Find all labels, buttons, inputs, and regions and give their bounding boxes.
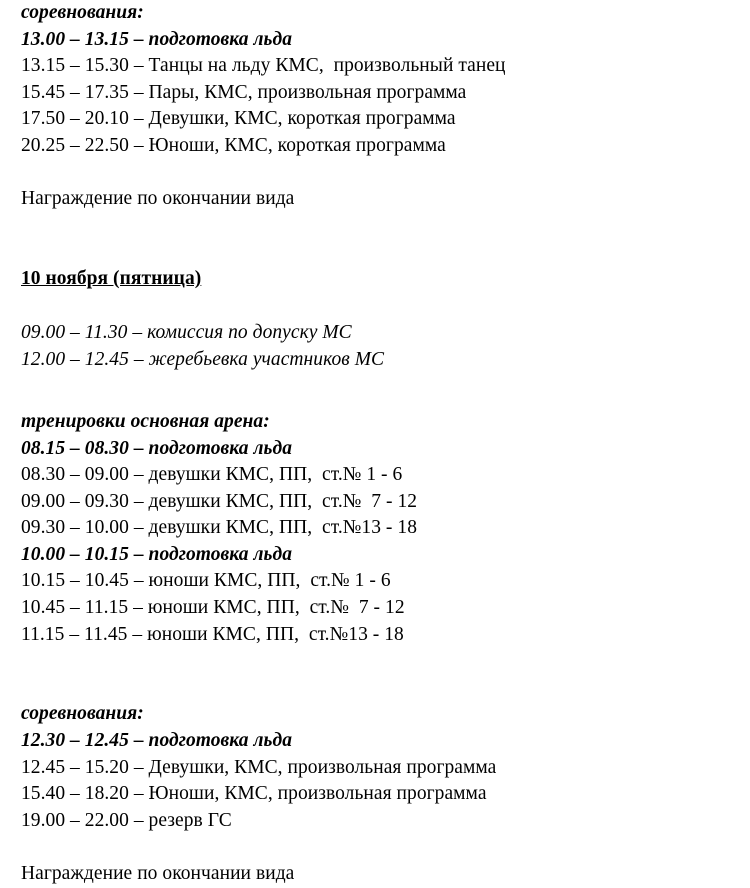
schedule-entry: 09.00 – 09.30 – девушки КМС, ПП, ст.№ 7 - 12 bbox=[21, 490, 418, 512]
schedule-entry: 12.00 – 12.45 – жеребьевка участников МС bbox=[21, 348, 385, 370]
schedule-entry: 20.25 – 22.50 – Юноши, КМС, короткая программа bbox=[21, 134, 446, 156]
schedule-entry: 17.50 – 20.10 – Девушки, КМС, короткая программа bbox=[21, 108, 456, 130]
blank-line bbox=[21, 400, 750, 409]
schedule-entry: 15.40 – 18.20 – Юноши, КМС, произвольная программа bbox=[21, 783, 487, 805]
section-gap bbox=[21, 648, 750, 701]
day-heading: 10 ноября (пятница) bbox=[21, 267, 202, 289]
day-heading-row bbox=[21, 266, 750, 294]
section-friday-competitions bbox=[21, 701, 750, 887]
competitions-label: соревнования: bbox=[21, 703, 144, 725]
schedule-entry: 09.00 – 11.30 – комиссия по допуску МС bbox=[21, 322, 352, 344]
blank-line bbox=[21, 160, 750, 187]
schedule-entry: 10.00 – 10.15 – подготовка льда bbox=[21, 543, 292, 565]
blank-line bbox=[21, 834, 750, 861]
award-note: Награждение по окончании вида bbox=[21, 188, 295, 210]
schedule-entry: 10.45 – 11.15 – юноши КМС, ПП, ст.№ 7 - 12 bbox=[21, 597, 405, 619]
schedule-entry: 13.00 – 13.15 – подготовка льда bbox=[21, 28, 292, 50]
training-label: тренировки основная арена: bbox=[21, 410, 270, 432]
schedule-entry: 13.15 – 15.30 – Танцы на льду КМС, произвольный танец bbox=[21, 55, 506, 77]
section-friday-training bbox=[21, 409, 750, 648]
schedule-entry: 12.30 – 12.45 – подготовка льда bbox=[21, 730, 292, 752]
section-friday-admin bbox=[21, 320, 750, 373]
schedule-entry: 08.30 – 09.00 – девушки КМС, ПП, ст.№ 1 - 6 bbox=[21, 464, 403, 486]
schedule-entry: 09.30 – 10.00 – девушки КМС, ПП, ст.№13 - 18 bbox=[21, 517, 417, 539]
schedule-entry: 19.00 – 22.00 – резерв ГС bbox=[21, 809, 232, 831]
award-note: Награждение по окончании вида bbox=[21, 863, 295, 884]
blank-line bbox=[21, 373, 750, 400]
schedule-entry: 11.15 – 11.45 – юноши КМС, ПП, ст.№13 - 18 bbox=[21, 623, 404, 645]
section-gap bbox=[21, 213, 750, 266]
competitions-label: соревнования: bbox=[21, 2, 144, 23]
blank-line bbox=[21, 294, 750, 321]
schedule-entry: 15.45 – 17.35 – Пары, КМС, произвольная программа bbox=[21, 81, 467, 103]
schedule-entry: 12.45 – 15.20 – Девушки, КМС, произвольная программа bbox=[21, 756, 497, 778]
schedule-entry: 08.15 – 08.30 – подготовка льда bbox=[21, 437, 292, 459]
schedule-entry: 10.15 – 10.45 – юноши КМС, ПП, ст.№ 1 - 6 bbox=[21, 570, 391, 592]
section-thursday-competitions bbox=[21, 0, 750, 213]
